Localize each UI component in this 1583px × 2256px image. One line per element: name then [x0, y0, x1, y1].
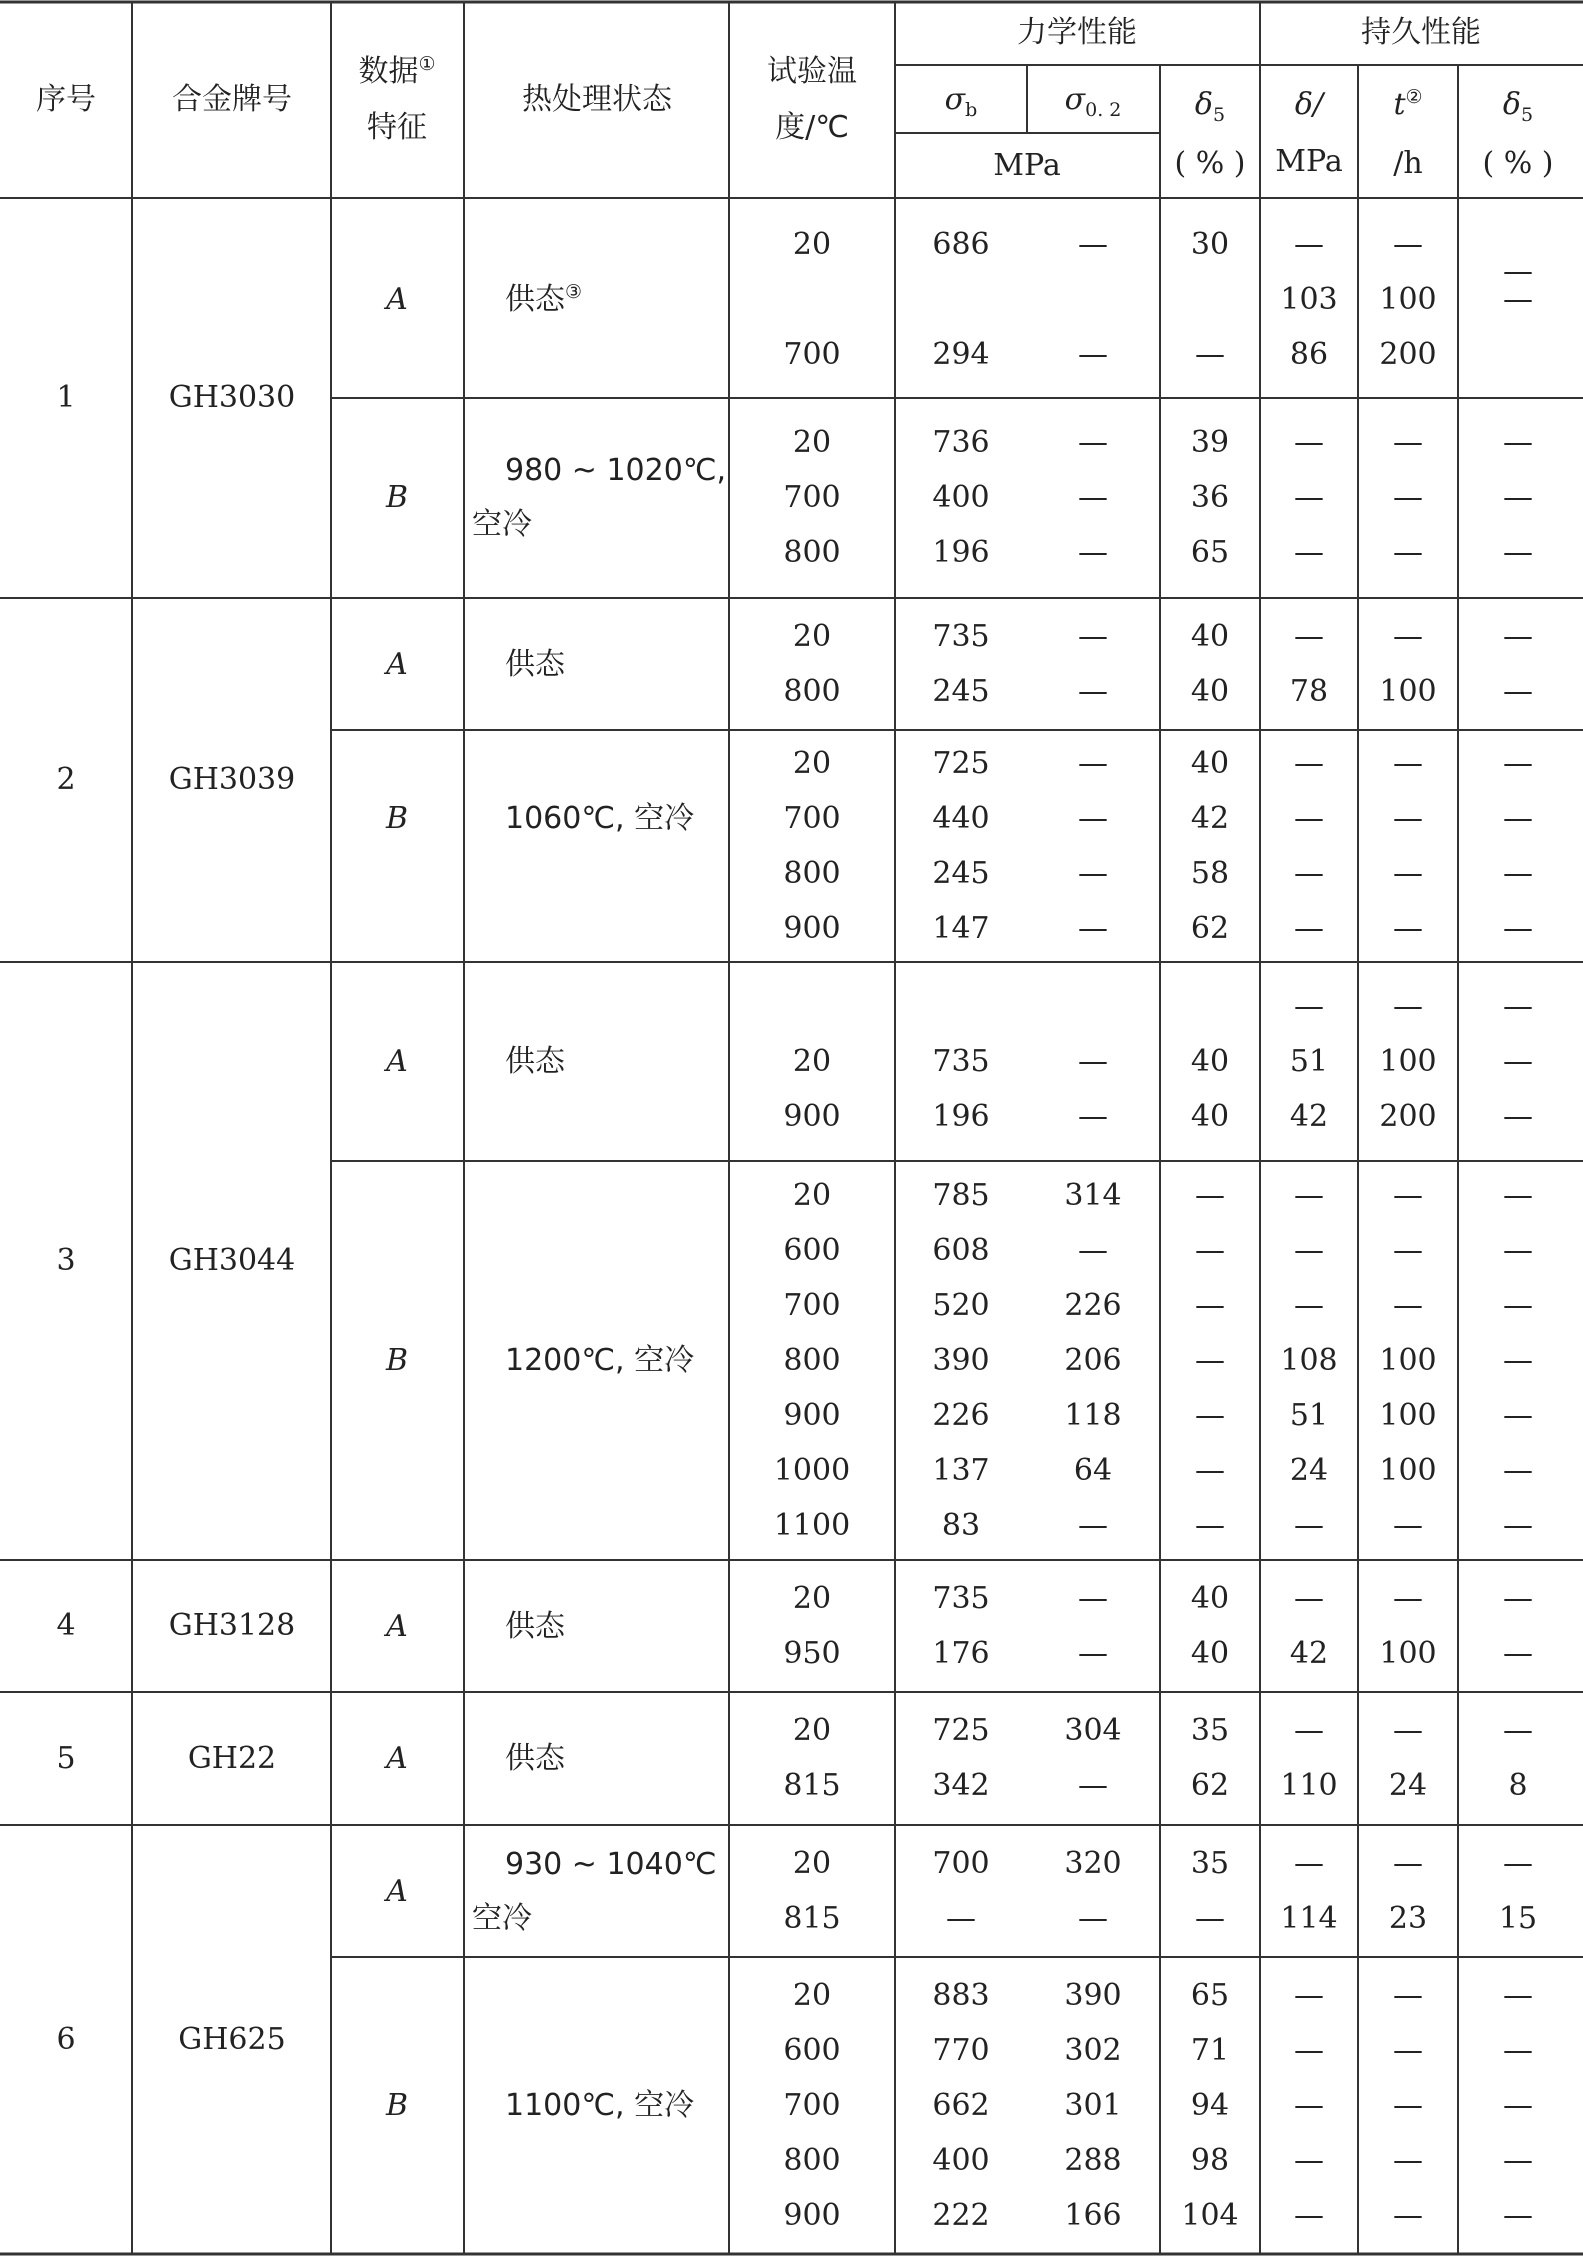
table-cell-end-delta5: — — [1503, 1978, 1533, 2013]
table-cell-end-stress: — — [1294, 2088, 1324, 2123]
table-cell-delta5: 104 — [1181, 2198, 1239, 2233]
table-cell-sigma-02: — — [1078, 801, 1108, 836]
table-cell-end-delta5: 8 — [1508, 1768, 1528, 1803]
table-cell-temp: 700 — [783, 801, 841, 836]
header-t-unit: /h — [1393, 146, 1423, 181]
table-cell-temp: 20 — [792, 1978, 832, 2013]
table-cell-end-time: — — [1393, 1581, 1423, 1616]
table-cell-end-delta5: — — [1503, 1233, 1533, 1268]
feature-cell: B — [385, 2088, 409, 2123]
seq-cell: 4 — [56, 1608, 76, 1643]
table-cell-end-time: 23 — [1388, 1901, 1428, 1936]
table-cell-temp: 600 — [783, 1233, 841, 1268]
seq-cell: 5 — [56, 1740, 76, 1776]
table-cell-temp: 20 — [792, 1581, 832, 1616]
table-cell-sigma-02: — — [1078, 619, 1108, 654]
header-delta5-unit: ( % ) — [1174, 146, 1246, 181]
table-cell-sigma-02: — — [1078, 1636, 1108, 1671]
table-cell-end-stress: — — [1294, 1846, 1324, 1881]
table-cell-sigma-b: 196 — [932, 535, 990, 570]
treatment-cell-line2: 空冷 — [472, 507, 532, 542]
table-cell-sigma-02: — — [1078, 911, 1108, 946]
treatment-cell: 供态 — [505, 1740, 565, 1776]
header-sigma-b: $\sigma_b$ — [944, 82, 978, 121]
table-cell-sigma-02: — — [1078, 1233, 1108, 1268]
table-cell-end-delta5: — — [1503, 856, 1533, 891]
table-cell-end-time: — — [1393, 746, 1423, 781]
table-cell-temp: 20 — [792, 1713, 832, 1748]
table-cell-end-time: — — [1393, 1978, 1423, 2013]
table-cell-sigma-b: 137 — [932, 1453, 990, 1488]
table-cell-end-stress: 78 — [1289, 674, 1329, 709]
feature-cell: B — [385, 1343, 409, 1378]
table-cell-end-stress: — — [1294, 1978, 1324, 2013]
table-cell-delta5: 62 — [1190, 911, 1230, 946]
table-cell-end-stress: — — [1294, 2143, 1324, 2178]
seq-cell: 1 — [56, 380, 76, 415]
table-cell-end-time: — — [1393, 1233, 1423, 1268]
header-heat-treatment: 热处理状态 — [522, 82, 672, 117]
table-cell-sigma-b: 662 — [932, 2088, 990, 2123]
table-cell-end-stress: — — [1294, 856, 1324, 891]
table-cell-sigma-b: 196 — [932, 1099, 990, 1134]
table-cell-end-stress: — — [1294, 227, 1324, 262]
table-cell-end-time: — — [1393, 1508, 1423, 1543]
table-cell-end-delta5: — — [1503, 1288, 1533, 1323]
table-cell-delta5: — — [1195, 1343, 1225, 1378]
table-cell-temp: 800 — [783, 2143, 841, 2178]
table-cell-temp: 700 — [783, 337, 841, 372]
table-cell-temp: 900 — [783, 1398, 841, 1433]
table-cell-sigma-02: — — [1078, 1044, 1108, 1079]
table-cell-end-delta5: — — [1503, 425, 1533, 460]
table-cell-end-stress: 42 — [1289, 1636, 1329, 1671]
table-cell-end-delta5: — — [1503, 1453, 1533, 1488]
table-cell-end-stress: 108 — [1280, 1343, 1338, 1378]
table-cell-delta5: 35 — [1190, 1846, 1230, 1881]
table-cell-end-delta5: — — [1503, 2088, 1533, 2123]
alloy-cell: GH625 — [178, 2021, 286, 2057]
table-cell-temp: 600 — [783, 2033, 841, 2068]
table-cell-end-delta5: — — [1503, 1581, 1533, 1616]
seq-cell: 3 — [56, 1243, 76, 1278]
table-cell-sigma-b: 440 — [932, 801, 990, 836]
table-cell-temp: 900 — [783, 911, 841, 946]
feature-cell: A — [386, 646, 408, 682]
table-cell-sigma-02: — — [1078, 1768, 1108, 1803]
table-cell-end-time: 100 — [1379, 674, 1437, 709]
table-cell-end-time: 100 — [1379, 282, 1437, 317]
header-end-delta: δ/ — [1294, 87, 1324, 122]
table-cell-end-time: — — [1393, 425, 1423, 460]
table-cell-sigma-b: 770 — [932, 2033, 990, 2068]
table-cell-end-stress: 51 — [1289, 1398, 1329, 1433]
table-cell-end-stress: 24 — [1289, 1453, 1329, 1488]
header-t: t② — [1393, 86, 1423, 122]
table-cell-end-time: — — [1393, 2143, 1423, 2178]
table-cell-sigma-02: 206 — [1064, 1343, 1122, 1378]
table-cell-end-delta5: 15 — [1498, 1901, 1538, 1936]
alloy-cell: GH3030 — [168, 380, 296, 415]
table-cell-end-stress: — — [1294, 425, 1324, 460]
table-cell-sigma-b: 342 — [932, 1768, 990, 1803]
table-cell-sigma-02: — — [1078, 1901, 1108, 1936]
header-alloy: 合金牌号 — [172, 82, 292, 117]
table-cell-delta5: 40 — [1190, 619, 1230, 654]
table-cell-end-stress: — — [1294, 746, 1324, 781]
table-cell-sigma-b: 245 — [932, 674, 990, 709]
table-cell-delta5: 58 — [1190, 856, 1230, 891]
alloy-cell: GH22 — [187, 1740, 277, 1776]
table-cell-temp: 815 — [783, 1768, 841, 1803]
table-cell-end-time: — — [1393, 535, 1423, 570]
seq-cell: 6 — [56, 2021, 76, 2057]
table-cell-temp: 800 — [783, 674, 841, 709]
table-cell-temp: 20 — [792, 1178, 832, 1213]
table-cell-end-stress: 42 — [1289, 1099, 1329, 1134]
table-cell-end-delta5: — — [1503, 1099, 1533, 1134]
table-cell-sigma-02: 320 — [1064, 1846, 1122, 1881]
table-cell-end-delta5: — — [1503, 480, 1533, 515]
table-cell-temp: 20 — [792, 1044, 832, 1079]
table-cell-end-time: — — [1393, 2198, 1423, 2233]
treatment-cell: 930 ~ 1040℃ — [505, 1846, 717, 1882]
table-cell-sigma-02: 314 — [1064, 1178, 1122, 1213]
header-data-feature-2: 特征 — [367, 110, 427, 145]
table-cell-sigma-02: — — [1078, 480, 1108, 515]
header-mpa: MPa — [993, 148, 1061, 183]
table-cell-end-stress: 114 — [1280, 1901, 1338, 1936]
table-cell-sigma-b: 400 — [932, 2143, 990, 2178]
table-cell-end-time: 100 — [1379, 1636, 1437, 1671]
table-cell-delta5: 71 — [1190, 2033, 1230, 2068]
table-cell-end-delta5: — — [1503, 1398, 1533, 1433]
feature-cell: A — [386, 282, 408, 317]
table-cell-delta5: 40 — [1190, 1581, 1230, 1616]
table-cell-delta5: 30 — [1190, 227, 1230, 262]
table-cell-end-stress: — — [1294, 1581, 1324, 1616]
treatment-cell: 1060℃, 空冷 — [505, 801, 695, 836]
table-cell-end-delta5: — — [1503, 1713, 1533, 1748]
alloy-cell: GH3044 — [168, 1243, 296, 1278]
table-cell-sigma-b: 83 — [941, 1508, 981, 1543]
table-cell-end-time: — — [1393, 227, 1423, 262]
table-cell-delta5: 40 — [1190, 674, 1230, 709]
table-cell-sigma-02: — — [1078, 856, 1108, 891]
table-cell-end-time: — — [1393, 801, 1423, 836]
table-cell-delta5: — — [1195, 1288, 1225, 1323]
treatment-cell: 1200℃, 空冷 — [505, 1343, 695, 1378]
table-cell-end-stress: 51 — [1289, 1044, 1329, 1079]
table-cell-end-stress: — — [1294, 911, 1324, 946]
table-cell-end-time: — — [1393, 480, 1423, 515]
table-cell-temp: 20 — [792, 1846, 832, 1881]
table-cell-sigma-b: 735 — [932, 1581, 990, 1616]
table-cell-delta5: 42 — [1190, 801, 1230, 836]
table-cell-sigma-b: 294 — [932, 337, 990, 372]
table-cell-end-delta5: — — [1503, 746, 1533, 781]
table-cell-sigma-b: 735 — [932, 619, 990, 654]
seq-cell: 2 — [56, 762, 76, 797]
table-cell-end-time: 100 — [1379, 1343, 1437, 1378]
table-cell-sigma-02: 64 — [1073, 1453, 1113, 1488]
table-cell-end-delta5: — — [1503, 1044, 1533, 1079]
table-cell-end-delta5: — — [1503, 989, 1533, 1024]
table-cell-end-stress: — — [1294, 535, 1324, 570]
table-cell-end-stress: — — [1294, 2033, 1324, 2068]
table-cell-sigma-02: — — [1078, 337, 1108, 372]
table-cell-sigma-02: — — [1078, 425, 1108, 460]
treatment-cell: 供态 — [505, 646, 565, 682]
header-sigma-02: $\sigma_{0. 2}$ — [1064, 82, 1122, 121]
table-cell-end-stress: 103 — [1280, 282, 1338, 317]
table-cell-sigma-b: 390 — [932, 1343, 990, 1378]
alloy-cell: GH3128 — [168, 1608, 296, 1643]
table-cell-temp: 815 — [783, 1901, 841, 1936]
table-cell-end-stress: — — [1294, 1288, 1324, 1323]
table-cell-end-stress: — — [1294, 619, 1324, 654]
table-cell-sigma-02: 302 — [1064, 2033, 1122, 2068]
table-cell-end-stress: — — [1294, 1233, 1324, 1268]
table-cell-end-time: 100 — [1379, 1398, 1437, 1433]
table-cell-end-time: — — [1393, 989, 1423, 1024]
table-cell-end-stress: 86 — [1289, 337, 1329, 372]
table-cell-delta5: 65 — [1190, 535, 1230, 570]
treatment-cell: 供态 — [505, 1044, 565, 1079]
table-cell-delta5: 94 — [1190, 2088, 1230, 2123]
table-cell-delta5: 62 — [1190, 1768, 1230, 1803]
table-cell-delta5: — — [1195, 1233, 1225, 1268]
table-cell-sigma-02: — — [1078, 1581, 1108, 1616]
table-cell-sigma-02: 166 — [1064, 2198, 1122, 2233]
table-cell-end-stress: — — [1294, 989, 1324, 1024]
treatment-cell-line2: 空冷 — [472, 1900, 532, 1936]
table-cell-end-delta5: — — [1503, 2143, 1533, 2178]
table-cell-temp: 20 — [792, 227, 832, 262]
table-cell-sigma-02: — — [1078, 1099, 1108, 1134]
table-cell-sigma-b: 520 — [932, 1288, 990, 1323]
table-cell-delta5: — — [1195, 337, 1225, 372]
table-cell-temp: 1100 — [773, 1508, 851, 1543]
table-cell-end-delta5: — — [1503, 2198, 1533, 2233]
table-cell-end-stress: — — [1294, 1178, 1324, 1213]
table-cell-end-delta5: — — [1503, 1343, 1533, 1378]
table-cell-sigma-b: 400 — [932, 480, 990, 515]
header-data-feature: 数据① — [358, 53, 436, 89]
table-cell-delta5: 40 — [1190, 1044, 1230, 1079]
table-cell-end-delta5: — — [1503, 1508, 1533, 1543]
treatment-cell: 1100℃, 空冷 — [505, 2088, 695, 2123]
table-cell-sigma-02: — — [1078, 746, 1108, 781]
table-cell-end-time: — — [1393, 619, 1423, 654]
table-cell-end-stress: 110 — [1280, 1768, 1338, 1803]
table-cell-sigma-02: — — [1078, 535, 1108, 570]
table-cell-temp: 700 — [783, 1288, 841, 1323]
table-cell-delta5: 35 — [1190, 1713, 1230, 1748]
table-cell-sigma-02: — — [1078, 227, 1108, 262]
table-cell-delta5: 40 — [1190, 746, 1230, 781]
table-cell-end-delta5: — — [1503, 674, 1533, 709]
table-cell-delta5: — — [1195, 1901, 1225, 1936]
table-cell-end-stress: — — [1294, 801, 1324, 836]
header-endurance: 持久性能 — [1361, 15, 1481, 50]
feature-cell: A — [386, 1608, 408, 1644]
table-cell-end-delta5: — — [1503, 1636, 1533, 1671]
table-cell-delta5: 40 — [1190, 1636, 1230, 1671]
table-cell-end-time: — — [1393, 856, 1423, 891]
table-cell-sigma-b: 735 — [932, 1044, 990, 1079]
table-cell-delta5: 39 — [1190, 425, 1230, 460]
treatment-cell: 供态 — [505, 1608, 565, 1644]
header-mechanical: 力学性能 — [1017, 15, 1137, 50]
table-cell-temp: 20 — [792, 746, 832, 781]
table-cell-end-time: 100 — [1379, 1044, 1437, 1079]
header-end-mpa: MPa — [1275, 144, 1343, 179]
table-cell-sigma-02: — — [1078, 1508, 1108, 1543]
table-cell-delta5: 65 — [1190, 1978, 1230, 2013]
table-cell-delta5: — — [1195, 1453, 1225, 1488]
table-cell-sigma-b: 736 — [932, 425, 990, 460]
table-cell-sigma-b: 785 — [932, 1178, 990, 1213]
table-cell-temp: 800 — [783, 535, 841, 570]
table-cell-sigma-b: 725 — [932, 746, 990, 781]
treatment-cell: 供态③ — [505, 281, 583, 317]
header-seq: 序号 — [36, 82, 96, 117]
table-cell-temp: 700 — [783, 2088, 841, 2123]
table-cell-end-delta5: — — [1503, 254, 1533, 289]
alloy-cell: GH3039 — [168, 762, 296, 797]
feature-cell: B — [385, 480, 409, 515]
table-cell-end-time: — — [1393, 1846, 1423, 1881]
table-cell-temp: 800 — [783, 1343, 841, 1378]
header-temp-2: 度/℃ — [775, 110, 849, 145]
feature-cell: A — [386, 1873, 408, 1909]
table-cell-end-stress: — — [1294, 2198, 1324, 2233]
table-cell-sigma-b: 245 — [932, 856, 990, 891]
table-cell-sigma-b: 883 — [932, 1978, 990, 2013]
table-cell-end-delta5: — — [1503, 1178, 1533, 1213]
table-cell-sigma-b: 725 — [932, 1713, 990, 1748]
table-cell-end-delta5: — — [1503, 282, 1533, 317]
table-cell-temp: 1000 — [773, 1453, 851, 1488]
table-cell-sigma-02: 390 — [1064, 1978, 1122, 2013]
table-cell-sigma-b: 222 — [932, 2198, 990, 2233]
table-cell-end-time: — — [1393, 1713, 1423, 1748]
table-cell-end-delta5: — — [1503, 2033, 1533, 2068]
table-cell-sigma-b: 147 — [932, 911, 990, 946]
header-delta5: $\delta_5$ — [1194, 87, 1226, 126]
table-cell-delta5: 36 — [1190, 480, 1230, 515]
table-cell-sigma-02: 301 — [1064, 2088, 1122, 2123]
table-cell-end-time: 100 — [1379, 1453, 1437, 1488]
table-cell-end-time: — — [1393, 1288, 1423, 1323]
table-cell-delta5: — — [1195, 1178, 1225, 1213]
table-cell-sigma-b: — — [946, 1901, 976, 1936]
table-cell-end-time: 200 — [1379, 337, 1437, 372]
table-cell-end-stress: — — [1294, 1508, 1324, 1543]
table-cell-end-time: — — [1393, 1178, 1423, 1213]
table-cell-end-time: — — [1393, 2033, 1423, 2068]
header-temp-1: 试验温 — [767, 54, 857, 89]
table-cell-end-delta5: — — [1503, 535, 1533, 570]
table-cell-end-time: — — [1393, 2088, 1423, 2123]
table-cell-temp: 950 — [783, 1636, 841, 1671]
table-cell-sigma-b: 176 — [932, 1636, 990, 1671]
table-cell-temp: 20 — [792, 425, 832, 460]
table-cell-temp: 700 — [783, 480, 841, 515]
table-cell-end-stress: — — [1294, 1713, 1324, 1748]
table-cell-end-delta5: — — [1503, 619, 1533, 654]
table-cell-delta5: — — [1195, 1508, 1225, 1543]
table-cell-end-time: — — [1393, 911, 1423, 946]
table-cell-sigma-02: 226 — [1064, 1288, 1122, 1323]
header-end-delta5: $\delta_5$ — [1502, 87, 1534, 126]
table-cell-temp: 800 — [783, 856, 841, 891]
table-cell-sigma-02: 304 — [1064, 1713, 1122, 1748]
table-cell-sigma-b: 226 — [932, 1398, 990, 1433]
table-cell-sigma-b: 686 — [932, 227, 990, 262]
table-cell-sigma-02: 288 — [1064, 2143, 1122, 2178]
table-cell-delta5: — — [1195, 1398, 1225, 1433]
feature-cell: A — [386, 1740, 408, 1776]
table-cell-delta5: 40 — [1190, 1099, 1230, 1134]
table-cell-sigma-02: 118 — [1064, 1398, 1122, 1433]
table-cell-temp: 900 — [783, 1099, 841, 1134]
table-cell-sigma-02: — — [1078, 674, 1108, 709]
table-cell-temp: 900 — [783, 2198, 841, 2233]
table-cell-end-time: 24 — [1388, 1768, 1428, 1803]
table-cell-end-delta5: — — [1503, 911, 1533, 946]
table-cell-sigma-b: 700 — [932, 1846, 990, 1881]
table-cell-end-delta5: — — [1503, 801, 1533, 836]
table-cell-temp: 20 — [792, 619, 832, 654]
table-cell-end-stress: — — [1294, 480, 1324, 515]
table-cell-sigma-b: 608 — [932, 1233, 990, 1268]
feature-cell: A — [386, 1044, 408, 1079]
treatment-cell: 980 ~ 1020℃, — [505, 453, 727, 488]
table-cell-end-time: 200 — [1379, 1099, 1437, 1134]
table-cell-delta5: 98 — [1190, 2143, 1230, 2178]
table-cell-end-delta5: — — [1503, 1846, 1533, 1881]
feature-cell: B — [385, 801, 409, 836]
header-end-delta5-unit: ( % ) — [1482, 146, 1554, 181]
